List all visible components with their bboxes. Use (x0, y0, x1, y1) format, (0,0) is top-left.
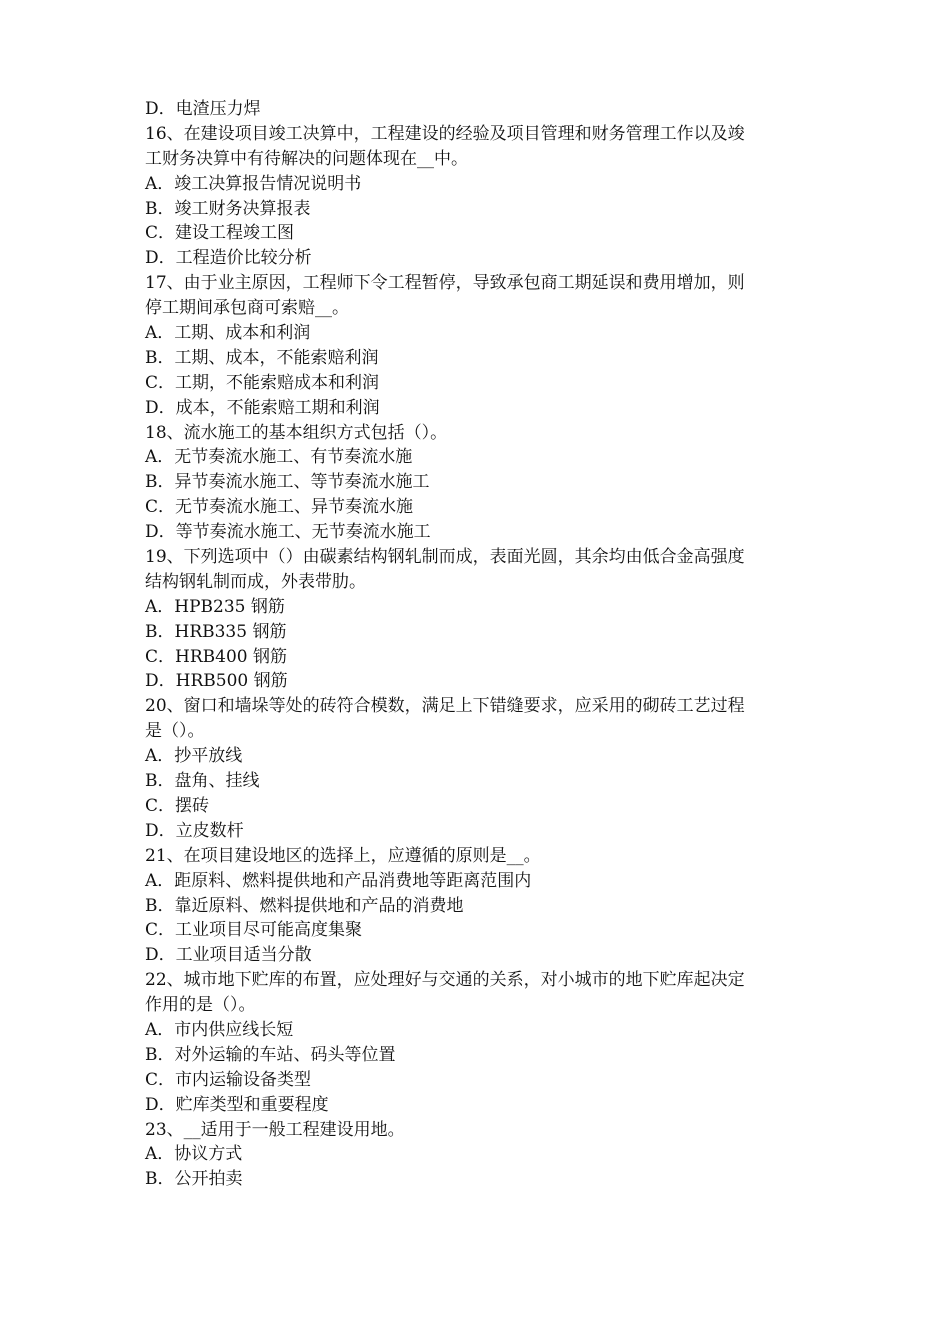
option-line: A．抄平放线 (145, 746, 243, 767)
option-line: A．工期、成本和利润 (145, 323, 311, 344)
option-line: A．协议方式 (145, 1144, 243, 1165)
option-line: D．贮库类型和重要程度 (145, 1094, 329, 1115)
option-line: D．工业项目适当分散 (145, 945, 312, 966)
question-line: 停工期间承包商可索赔__。 (145, 298, 349, 319)
option-line: B．异节奏流水施工、等节奏流水施工 (145, 472, 430, 493)
question-line: 17、由于业主原因，工程师下令工程暂停，导致承包商工期延误和费用增加，则 (145, 273, 745, 294)
option-line: A．无节奏流水施工、有节奏流水施 (145, 447, 413, 468)
option-line: C．工业项目尽可能高度集聚 (145, 920, 363, 941)
question-line: 作用的是（）。 (145, 995, 256, 1016)
option-line: B．竣工财务决算报表 (145, 198, 311, 219)
question-line: 20、窗口和墙垛等处的砖符合模数，满足上下错缝要求，应采用的砌砖工艺过程 (145, 696, 745, 717)
option-line: A．竣工决算报告情况说明书 (145, 173, 362, 194)
option-line: C．摆砖 (145, 795, 210, 816)
option-line: C．HRB400 钢筋 (145, 646, 287, 667)
option-line: D．电渣压力焊 (145, 99, 261, 119)
question-line: 21、在项目建设地区的选择上，应遵循的原则是__。 (145, 845, 541, 866)
option-line: B．公开拍卖 (145, 1169, 243, 1190)
question-line: 16、在建设项目竣工决算中，工程建设的经验及项目管理和财务管理工作以及竣 (145, 123, 745, 144)
question-line: 结构钢轧制而成，外表带肋。 (145, 571, 366, 592)
option-line: B．靠近原料、燃料提供地和产品的消费地 (145, 895, 464, 916)
option-line: D．HRB500 钢筋 (145, 671, 288, 692)
question-line: 是（）。 (145, 721, 205, 742)
option-line: B．盘角、挂线 (145, 771, 260, 792)
question-line: 22、城市地下贮库的布置，应处理好与交通的关系，对小城市的地下贮库起决定 (145, 970, 745, 991)
question-line: 19、下列选项中（）由碳素结构钢轧制而成，表面光圆，其余均由低合金高强度 (145, 547, 745, 568)
option-line: D．立皮数杆 (145, 820, 244, 841)
option-line: D．等节奏流水施工、无节奏流水施工 (145, 522, 431, 543)
option-line: D．成本，不能索赔工期和利润 (145, 397, 380, 418)
question-line: 23、__适用于一般工程建设用地。 (145, 1119, 405, 1140)
option-line: C．工期，不能索赔成本和利润 (145, 372, 380, 393)
option-line: B．对外运输的车站、码头等位置 (145, 1044, 396, 1065)
document-page (145, 97, 815, 1192)
option-line: A．距原料、燃料提供地和产品消费地等距离范围内 (145, 870, 532, 891)
option-line: C．建设工程竣工图 (145, 223, 295, 244)
option-line: A．HPB235 钢筋 (145, 596, 285, 617)
option-line: C．市内运输设备类型 (145, 1069, 312, 1090)
option-line: C．无节奏流水施工、异节奏流水施 (145, 497, 414, 518)
option-line: B．工期、成本，不能索赔利润 (145, 347, 379, 368)
option-line: A．市内供应线长短 (145, 1019, 294, 1040)
option-line: D．工程造价比较分析 (145, 248, 312, 269)
question-line: 18、流水施工的基本组织方式包括（）。 (145, 422, 448, 443)
question-line: 工财务决算中有待解决的问题体现在__中。 (145, 148, 468, 169)
option-line: B．HRB335 钢筋 (145, 621, 287, 642)
